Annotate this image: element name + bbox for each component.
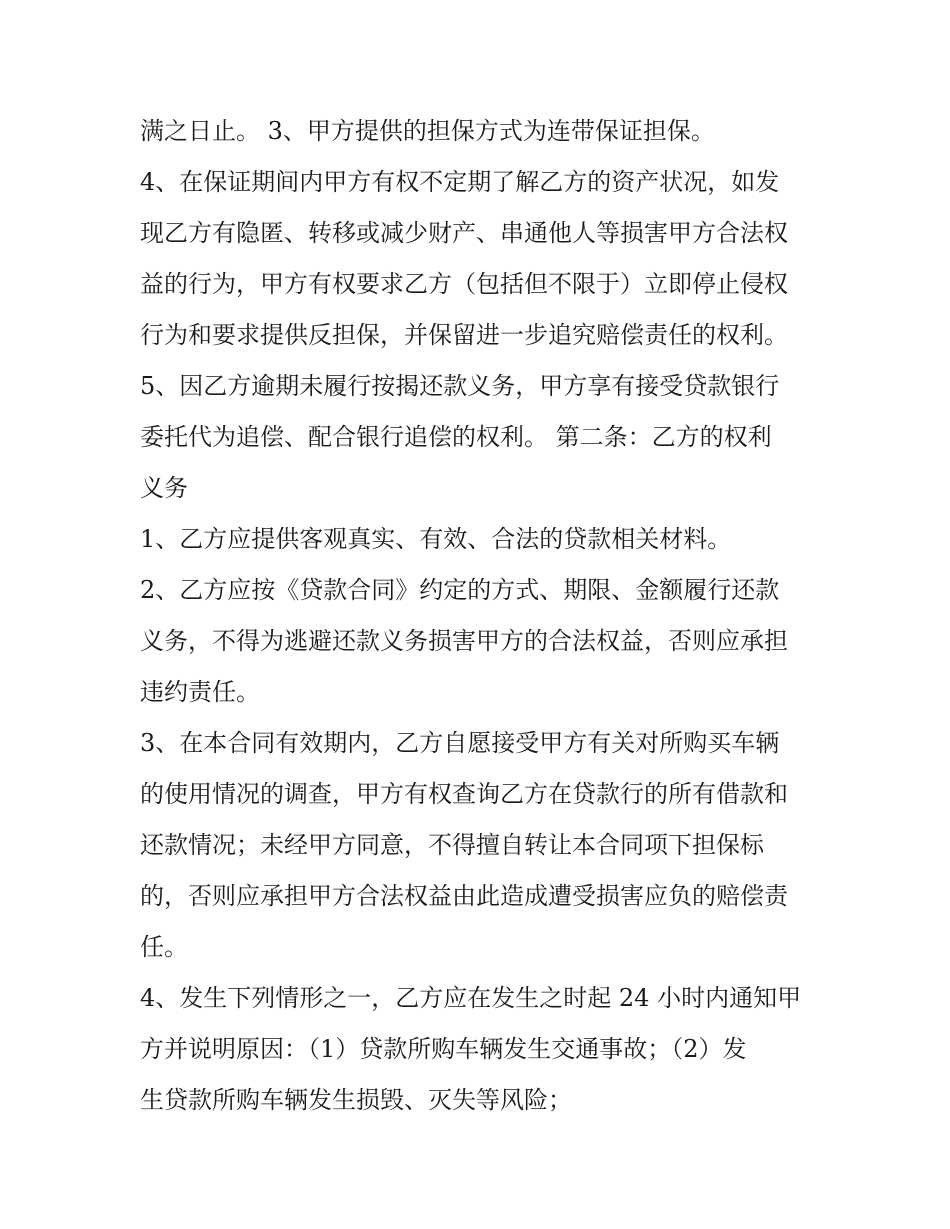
text-line: 生贷款所购车辆发生损毁、灭失等风险；: [140, 1086, 572, 1114]
text-line: 1、乙方应提供客观真实、有效、合法的贷款相关材料。: [140, 525, 732, 553]
text-line: 违约责任。: [140, 678, 260, 706]
text-line: 任。: [140, 933, 188, 961]
text-line: 现乙方有隐匿、转移或减少财产、串通他人等损害甲方合法权: [140, 219, 788, 247]
contract-text-body: [140, 106, 820, 1126]
text-line: 的使用情况的调查，甲方有权查询乙方在贷款行的所有借款和: [140, 780, 788, 808]
text-line: 义务: [140, 474, 188, 502]
text-line: 3、在本合同有效期内，乙方自愿接受甲方有关对所购买车辆: [140, 729, 780, 757]
text-line: 还款情况；未经甲方同意，不得擅自转让本合同项下担保标: [140, 831, 764, 859]
text-line: 方并说明原因：（1）贷款所购车辆发生交通事故；（2）发: [140, 1035, 747, 1063]
text-line: 4、在保证期间内甲方有权不定期了解乙方的资产状况，如发: [140, 168, 780, 196]
text-line: 满之日止。 3、甲方提供的担保方式为连带保证担保。: [140, 117, 715, 145]
text-line: 2、乙方应按《贷款合同》约定的方式、期限、金额履行还款: [140, 576, 780, 604]
text-line: 的，否则应承担甲方合法权益由此造成遭受损害应负的赔偿责: [140, 882, 788, 910]
text-line: 义务，不得为逃避还款义务损害甲方的合法权益，否则应承担: [140, 627, 788, 655]
text-line: 益的行为，甲方有权要求乙方（包括但不限于）立即停止侵权: [140, 270, 788, 298]
text-line: 4、发生下列情形之一，乙方应在发生之时起 24 小时内通知甲: [140, 984, 802, 1012]
text-line: 5、因乙方逾期未履行按揭还款义务，甲方享有接受贷款银行: [140, 372, 780, 400]
text-line: 行为和要求提供反担保，并保留进一步追究赔偿责任的权利。: [140, 321, 788, 349]
text-line: 委托代为追偿、配合银行追偿的权利。 第二条：乙方的权利: [140, 423, 772, 451]
